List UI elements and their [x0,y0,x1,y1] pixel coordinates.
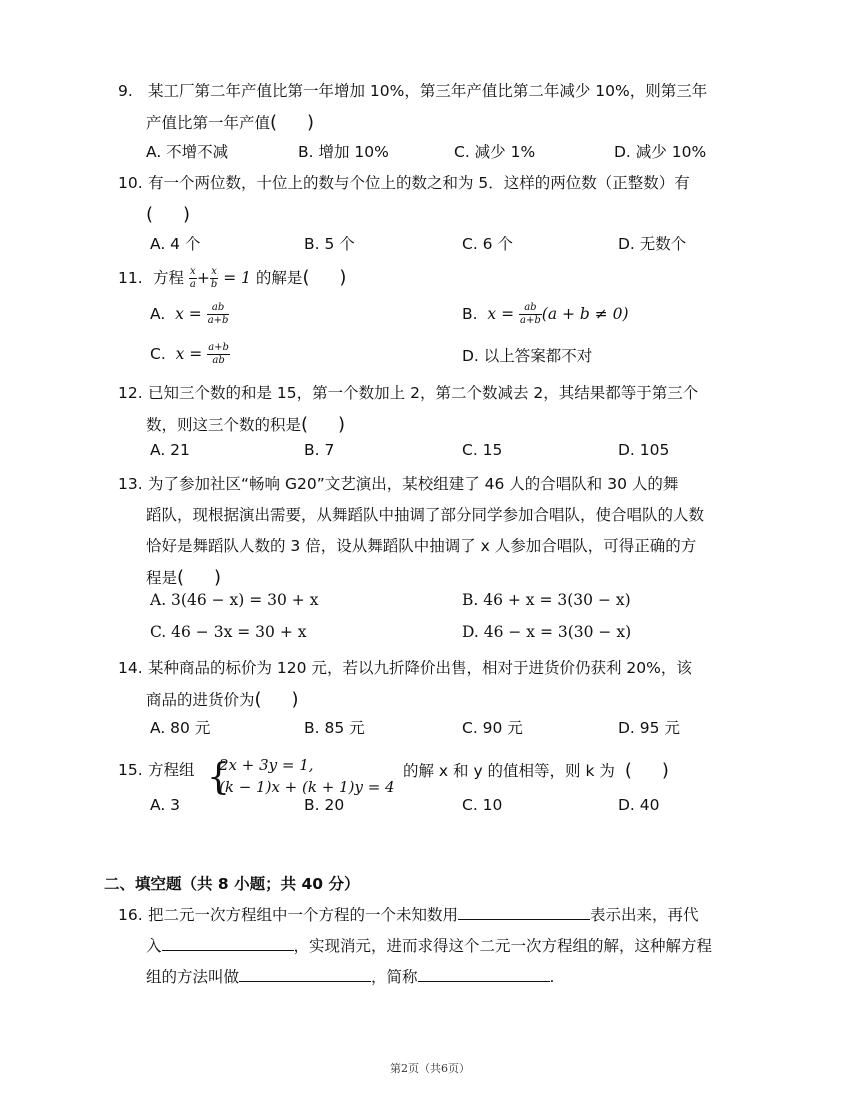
option-b: B. x = $\frac{ab}{a+b}$ (a + b ≠ 0) [462,302,629,326]
option-a: A. x = $\frac{ab}{a+b}$ [150,302,229,326]
equation-rhs: = 1 [223,269,251,287]
option-c: C. 15 [462,441,503,459]
option-a: A. 不增不减 [146,143,229,161]
question-text: 数，则这三个数的积是 [146,416,302,434]
options-q15 [146,796,766,820]
question-text: 为了参加社区“畅响 G20”文艺演出，某校组建了 46 人的合唱队和 30 人的舞 [148,475,679,493]
fill-blank-2[interactable] [162,934,294,951]
answer-parentheses [270,107,314,138]
option-c: C. 减少 1% [454,143,536,161]
option-d: D. 95 元 [618,719,680,737]
option-b: B. 46 + x = 3(30 − x) [462,591,631,609]
option-c: C. x = $\frac{a+b}{ab}$ [150,342,229,366]
fill-blank-3[interactable] [239,965,371,982]
option-c: C. 10 [462,796,503,814]
options-q14 [146,716,766,740]
option-b: B. 5 个 [304,235,355,253]
option-d: D. 无数个 [618,235,687,253]
option-b: B. 7 [304,441,335,459]
answer-parentheses [146,199,190,230]
system-brace: { [207,757,230,798]
fill-blank-1[interactable] [458,903,590,920]
question-text: 某种商品的标价为 120 元，若以九折降价出售，相对于进货价仍获利 20%，该 [148,659,692,677]
question-text: 方程组 [148,761,195,779]
question-text: 有一个两位数，十位上的数与个位上的数之和为 5．这样的两位数（正整数）有 [148,174,690,192]
page-footer: 第2页（共6页） [390,1062,470,1075]
option-a: A. 3(46 − x) = 30 + x [150,591,319,609]
question-text: 已知三个数的和是 15，第一个数加上 2，第二个数减去 2，其结果都等于第三个 [148,384,699,402]
option-a: A. 3 [150,796,181,814]
option-a: A. 4 个 [150,235,201,253]
fill-blank-4[interactable] [418,965,550,982]
question-number: 15. [118,761,143,779]
option-a: A. 21 [150,441,190,459]
option-b: B. 增加 10% [298,143,389,161]
question-9 [118,76,768,139]
question-15-tail [403,755,669,787]
question-10 [118,168,768,231]
options-q11-row2 [146,342,766,372]
answer-parentheses [301,409,345,440]
option-c: C. 90 元 [462,719,523,737]
options-q13-row1 [146,591,766,615]
option-a: A. 80 元 [150,719,211,737]
question-13 [118,469,768,594]
question-12 [118,378,768,441]
option-d: D. 减少 10% [614,143,707,161]
fraction: $\frac{x}{b}$ [210,266,218,290]
question-text: 产值比第一年产值 [146,114,271,132]
option-b: B. 85 元 [304,719,365,737]
options-q13-row2 [146,623,766,647]
question-16: 16. 把二元一次方程组中一个方程的一个未知数用 表示出来，再代 入 ，实现消元，进而求得这个二元一次方程组的解，这种解方程 组的方法叫做 ，简称 . [118,900,768,993]
section-heading: 二、填空题（共 8 小题；共 40 分） [104,875,360,893]
equation-2: (k − 1)x + (k + 1)y = 4 [219,778,395,796]
option-d: D. 以上答案都不对 [462,347,593,365]
question-number: 9. [118,82,133,100]
fraction: $\frac{x}{a}$ [189,266,196,290]
option-d: D. 46 − x = 3(30 − x) [462,623,632,641]
answer-parentheses [302,262,346,293]
answer-parentheses [177,562,221,593]
answer-parentheses [625,755,669,786]
equation-system [219,754,395,798]
question-number: 16. [118,906,143,924]
question-text: 恰好是舞蹈队人数的 3 倍，设从舞蹈队中抽调了 x 人参加合唱队，可得正确的方 [146,537,697,555]
question-14 [118,653,768,716]
option-d: D. 105 [618,441,670,459]
question-number: 11. [118,269,143,287]
question-text: 的解是 [255,269,303,287]
answer-parentheses [255,684,299,715]
options-q11-row1 [146,302,766,332]
equation-1: 2x + 3y = 1, [219,756,314,774]
option-c: C. 6 个 [462,235,513,253]
question-number: 10. [118,174,143,192]
question-text: 商品的进货价为 [146,691,255,709]
question-text: 的解 x 和 y 的值相等，则 k 为 [403,762,615,780]
option-d: D. 40 [618,796,660,814]
question-number: 13. [118,475,143,493]
question-number: 14. [118,659,143,677]
question-text: 某工厂第二年产值比第一年增加 10%，第三年产值比第二年减少 10%，则第三年 [148,82,708,100]
options-q12 [146,441,766,465]
question-text: 方程 [152,269,184,287]
options-q10 [146,232,766,256]
option-c: C. 46 − 3x = 30 + x [150,623,307,641]
options-q9 [146,140,766,164]
question-text: 程是 [146,569,178,587]
question-11: 11. 方程 $\frac{x}{a}$ + $\frac{x}{b}$ = 1 的解是( ) [118,262,768,294]
option-b: B. 20 [304,796,345,814]
question-text: 蹈队，现根据演出需要，从舞蹈队中抽调了部分同学参加合唱队，使合唱队的人数 [146,506,705,524]
question-number: 12. [118,384,143,402]
